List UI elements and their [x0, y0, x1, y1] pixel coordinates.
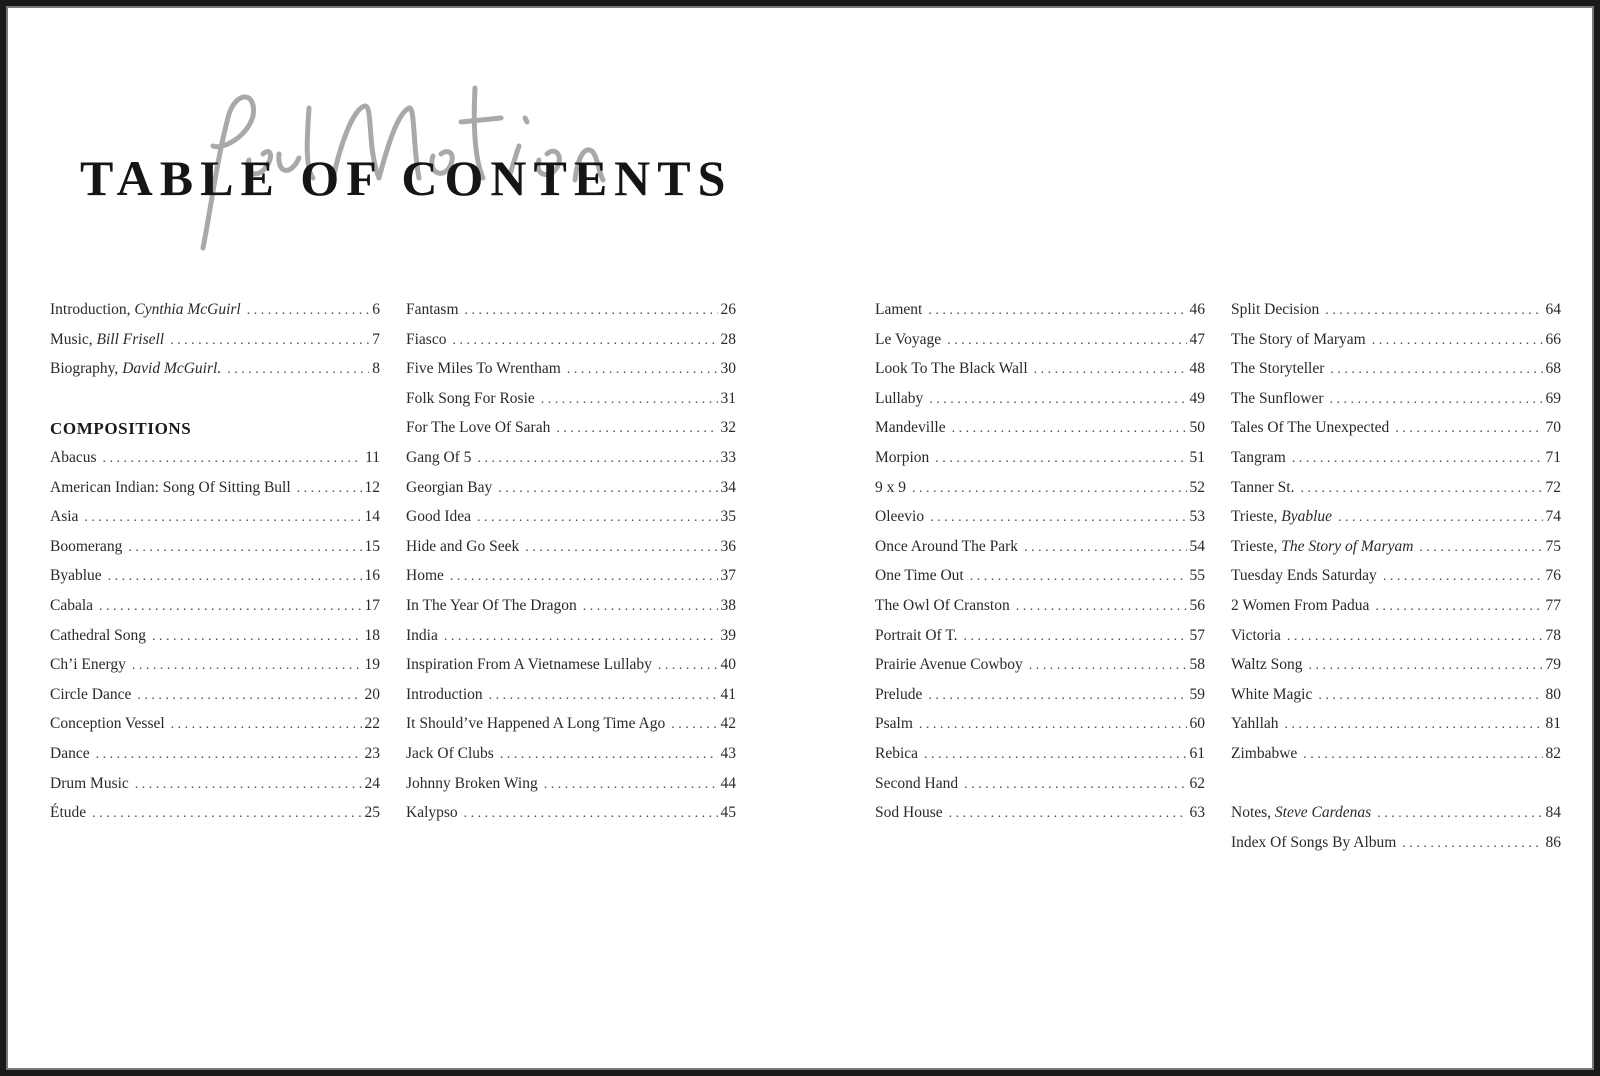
page-number: 51 [1189, 448, 1205, 466]
entry-credit: Byablue [1281, 508, 1333, 526]
page-number: 26 [720, 301, 736, 318]
entry-title: Tanner St. [1231, 478, 1295, 496]
toc-entry [50, 449, 380, 479]
page-number: 32 [720, 419, 736, 437]
toc-entry [406, 597, 736, 627]
page-number: 82 [1545, 744, 1561, 762]
entry-title: Cabala [50, 596, 94, 614]
page-number: 28 [720, 330, 736, 348]
page-number: 41 [720, 685, 736, 703]
page-number: 25 [364, 804, 380, 822]
dot-leader [132, 658, 362, 674]
page-number: 61 [1189, 744, 1205, 762]
page-number: 71 [1545, 448, 1561, 466]
page-number: 53 [1189, 508, 1205, 526]
dot-leader [912, 481, 1187, 497]
toc-entry [875, 360, 1205, 390]
toc-entry [1231, 479, 1561, 509]
dot-leader [1325, 303, 1542, 319]
dot-leader [1029, 658, 1187, 674]
toc-entry [875, 449, 1205, 479]
dot-leader [1330, 392, 1543, 408]
toc-entry [1231, 715, 1561, 745]
dot-leader [525, 540, 717, 556]
toc-entry [875, 567, 1205, 597]
toc-entry [1231, 656, 1561, 686]
entry-title: Tangram [1231, 448, 1286, 466]
page-number: 56 [1189, 596, 1205, 614]
entry-title: Tales Of The Unexpected [1231, 419, 1390, 437]
dot-leader [96, 747, 362, 763]
toc-entry [1231, 449, 1561, 479]
entry-title: Drum Music [50, 774, 129, 792]
toc-entry [1231, 390, 1561, 420]
dot-leader [297, 481, 362, 497]
section-heading: COMPOSITIONS [50, 419, 192, 439]
toc-entry [875, 479, 1205, 509]
page-number: 84 [1545, 804, 1561, 822]
toc-entry [50, 301, 380, 331]
page-number: 80 [1545, 685, 1561, 703]
page-number: 14 [364, 508, 380, 526]
dot-leader [171, 717, 362, 733]
toc-entry [406, 804, 736, 834]
page-number: 50 [1189, 419, 1205, 437]
page-number: 24 [364, 774, 380, 792]
entry-title: The Story of Maryam [1231, 330, 1366, 348]
entry-title: Zimbabwe [1231, 744, 1298, 762]
page-number: 68 [1545, 360, 1561, 378]
dot-leader [1395, 421, 1542, 437]
page-number: 22 [364, 715, 380, 733]
dot-leader [1287, 629, 1543, 645]
toc-entry [875, 804, 1205, 834]
page-number: 38 [720, 596, 736, 614]
toc-column-1 [50, 301, 380, 834]
entry-title: Boomerang [50, 537, 123, 555]
page-number: 55 [1189, 567, 1205, 585]
toc-entry [1231, 745, 1561, 775]
dot-leader [84, 510, 361, 526]
dot-leader [556, 421, 717, 437]
entry-title: Hide and Go Seek [406, 537, 520, 555]
page-number: 39 [720, 626, 736, 644]
dot-leader [658, 658, 718, 674]
page-number: 19 [364, 656, 380, 674]
dot-leader [1318, 688, 1542, 704]
page-number: 58 [1189, 656, 1205, 674]
toc-entry [1231, 804, 1561, 834]
dot-leader [444, 629, 718, 645]
entry-title: Inspiration From A Vietnamese Lullaby [406, 656, 652, 674]
page-number: 33 [720, 448, 736, 466]
toc-entry [50, 538, 380, 568]
page-number: 72 [1545, 478, 1561, 496]
dot-leader [1034, 362, 1187, 378]
page [6, 6, 1594, 1070]
dot-leader [170, 333, 369, 349]
dot-leader [1285, 717, 1543, 733]
toc-entry [406, 656, 736, 686]
entry-title: Fiasco [406, 330, 447, 348]
page-number: 79 [1545, 656, 1561, 674]
dot-leader [929, 392, 1186, 408]
page-number: 78 [1545, 626, 1561, 644]
entry-title: 9 x 9 [875, 478, 906, 496]
page-number: 66 [1545, 330, 1561, 348]
dot-leader [541, 392, 718, 408]
toc-entry [406, 745, 736, 775]
entry-title: Gang Of 5 [406, 448, 472, 466]
entry-title: Circle Dance [50, 685, 132, 703]
entry-title: Introduction, Cynthia McGuirl [50, 301, 241, 318]
page-number: 62 [1189, 774, 1205, 792]
entry-title: Jack Of Clubs [406, 744, 494, 762]
dot-leader [1383, 569, 1543, 585]
page-number: 42 [720, 715, 736, 733]
page-number: 81 [1545, 715, 1561, 733]
page-number: 16 [364, 567, 380, 585]
toc-entry [1231, 834, 1561, 864]
entry-title: Notes, Steve Cardenas [1231, 804, 1372, 822]
toc-entry [50, 331, 380, 361]
dot-leader [464, 806, 718, 822]
entry-title: Morpion [875, 448, 930, 466]
dot-leader [99, 599, 361, 615]
entry-title: Five Miles To Wrentham [406, 360, 561, 378]
toc-entry [875, 745, 1205, 775]
page-number: 76 [1545, 567, 1561, 585]
dot-leader [1375, 599, 1542, 615]
toc-entry [50, 715, 380, 745]
toc-entry [1231, 331, 1561, 361]
page-number: 36 [720, 537, 736, 555]
toc-entry [1231, 419, 1561, 449]
toc-entry [1231, 301, 1561, 331]
entry-credit: The Story of Maryam [1281, 537, 1414, 555]
entry-title: Folk Song For Rosie [406, 389, 535, 407]
entry-title: Yahllah [1231, 715, 1279, 733]
entry-title: Lullaby [875, 389, 924, 407]
dot-leader [465, 303, 718, 319]
dot-leader [450, 569, 718, 585]
page-number: 31 [720, 389, 736, 407]
page-number: 46 [1189, 301, 1205, 318]
toc-entry [875, 627, 1205, 657]
page-title: TABLE OF CONTENTS [80, 150, 733, 206]
entry-title: Kalypso [406, 804, 458, 822]
page-number: 47 [1189, 330, 1205, 348]
entry-title: For The Love Of Sarah [406, 419, 551, 437]
entry-title: Johnny Broken Wing [406, 774, 538, 792]
dot-leader [1338, 510, 1542, 526]
dot-leader [1377, 806, 1542, 822]
toc-entry [875, 775, 1205, 805]
entry-title: The Storyteller [1231, 360, 1325, 378]
toc-entry [1231, 627, 1561, 657]
entry-title: Portrait Of T. [875, 626, 958, 644]
entry-title: Étude [50, 804, 87, 822]
page-number: 70 [1545, 419, 1561, 437]
page-number: 63 [1189, 804, 1205, 822]
toc-entry [406, 775, 736, 805]
dot-leader [103, 451, 363, 467]
toc-entry [406, 419, 736, 449]
toc-entry [50, 627, 380, 657]
dot-leader [1402, 836, 1542, 852]
entry-title: Abacus [50, 448, 97, 466]
toc-entry [50, 360, 380, 390]
entry-title: Trieste, Byablue [1231, 508, 1333, 526]
toc-entry [50, 567, 380, 597]
toc-entry [406, 508, 736, 538]
dot-leader [498, 481, 717, 497]
dot-leader [108, 569, 362, 585]
page-number: 60 [1189, 715, 1205, 733]
entry-title: Home [406, 567, 444, 585]
spacer [50, 390, 380, 420]
entry-title: Prelude [875, 685, 923, 703]
toc-entry [406, 331, 736, 361]
entry-title: Le Voyage [875, 330, 942, 348]
entry-title: Once Around The Park [875, 537, 1019, 555]
dot-leader [92, 806, 361, 822]
toc-entry [50, 656, 380, 686]
entry-credit: Steve Cardenas [1274, 804, 1372, 822]
entry-title: Index Of Songs By Album [1231, 833, 1397, 851]
dot-leader [1309, 658, 1543, 674]
entry-title: India [406, 626, 438, 644]
toc-entry [406, 449, 736, 479]
dot-leader [477, 510, 718, 526]
toc-entry [406, 390, 736, 420]
toc-entry [1231, 567, 1561, 597]
page-number: 74 [1545, 508, 1561, 526]
entry-title: Dance [50, 744, 90, 762]
toc-entry [1231, 686, 1561, 716]
entry-title: Cathedral Song [50, 626, 146, 644]
page-number: 40 [720, 656, 736, 674]
dot-leader [919, 717, 1187, 733]
toc-entry [406, 627, 736, 657]
dot-leader [970, 569, 1187, 585]
dot-leader [152, 629, 362, 645]
dot-leader [1024, 540, 1186, 556]
dot-leader [952, 421, 1187, 437]
page-number: 23 [364, 744, 380, 762]
page-number: 34 [720, 478, 736, 496]
dot-leader [583, 599, 718, 615]
toc-entry [1231, 508, 1561, 538]
entry-title: Second Hand [875, 774, 959, 792]
page-number: 12 [364, 478, 380, 496]
page-number: 86 [1545, 833, 1561, 851]
toc-entry [875, 538, 1205, 568]
toc-entry [875, 390, 1205, 420]
entry-title: Split Decision [1231, 301, 1320, 318]
toc-entry [50, 745, 380, 775]
page-number: 43 [720, 744, 736, 762]
page-number: 15 [364, 537, 380, 555]
toc-entry [406, 686, 736, 716]
toc-entry [875, 419, 1205, 449]
entry-title: Look To The Black Wall [875, 360, 1028, 378]
toc-entry [50, 804, 380, 834]
page-number: 59 [1189, 685, 1205, 703]
toc-entry [875, 508, 1205, 538]
toc-entry [50, 597, 380, 627]
entry-title: Biography, David McGuirl. [50, 360, 222, 378]
page-number: 64 [1545, 301, 1561, 318]
entry-title: The Owl Of Cranston [875, 596, 1010, 614]
dot-leader [227, 362, 369, 378]
page-number: 18 [364, 626, 380, 644]
entry-title: Lament [875, 301, 923, 318]
toc-column-4 [1231, 301, 1561, 863]
dot-leader [1330, 362, 1542, 378]
dot-leader [544, 777, 718, 793]
entry-title: White Magic [1231, 685, 1313, 703]
toc-entry [406, 538, 736, 568]
entry-title: Waltz Song [1231, 656, 1303, 674]
dot-leader [567, 362, 718, 378]
page-number: 69 [1545, 389, 1561, 407]
entry-title: Asia [50, 508, 79, 526]
entry-title: Good Idea [406, 508, 471, 526]
toc-entry [1231, 538, 1561, 568]
entry-credit: David McGuirl. [122, 360, 222, 378]
page-number: 37 [720, 567, 736, 585]
dot-leader [452, 333, 717, 349]
dot-leader [949, 806, 1187, 822]
entry-title: Georgian Bay [406, 478, 493, 496]
dot-leader [477, 451, 717, 467]
toc-entry [875, 686, 1205, 716]
entry-title: Sod House [875, 804, 943, 822]
toc-entry [875, 715, 1205, 745]
page-number: 8 [372, 360, 380, 378]
entry-title: Psalm [875, 715, 913, 733]
toc-entry [50, 508, 380, 538]
spacer [1231, 775, 1561, 805]
dot-leader [500, 747, 718, 763]
page-number: 77 [1545, 596, 1561, 614]
dot-leader [1016, 599, 1187, 615]
entry-title: Oleevio [875, 508, 925, 526]
toc-entry [875, 331, 1205, 361]
dot-leader [928, 303, 1186, 319]
dot-leader [247, 303, 370, 319]
dot-leader [964, 777, 1186, 793]
entry-credit: Bill Frisell [96, 330, 165, 348]
page-number: 52 [1189, 478, 1205, 496]
toc-entry [875, 301, 1205, 331]
dot-leader [128, 540, 361, 556]
page-number: 30 [720, 360, 736, 378]
entry-title: Tuesday Ends Saturday [1231, 567, 1377, 585]
entry-title: Introduction [406, 685, 483, 703]
dot-leader [135, 777, 362, 793]
page-number: 48 [1189, 360, 1205, 378]
dot-leader [964, 629, 1187, 645]
page-number: 35 [720, 508, 736, 526]
toc-entry [50, 775, 380, 805]
page-number: 75 [1545, 537, 1561, 555]
page-number: 44 [720, 774, 736, 792]
dot-leader [1292, 451, 1543, 467]
dot-leader [489, 688, 718, 704]
entry-title: Byablue [50, 567, 102, 585]
toc-entry [875, 597, 1205, 627]
toc-column-2 [406, 301, 736, 834]
toc-entry [406, 301, 736, 331]
toc-entry [1231, 360, 1561, 390]
toc-entry [875, 656, 1205, 686]
page-number: 45 [720, 804, 736, 822]
entry-title: Conception Vessel [50, 715, 165, 733]
dot-leader [1303, 747, 1542, 763]
dot-leader [1300, 481, 1542, 497]
entry-title: It Should’ve Happened A Long Time Ago [406, 715, 666, 733]
dot-leader [1419, 540, 1542, 556]
page-number: 57 [1189, 626, 1205, 644]
toc-entry [406, 567, 736, 597]
page-number: 49 [1189, 389, 1205, 407]
page-number: 7 [372, 330, 380, 348]
dot-leader [671, 717, 717, 733]
toc-entry [50, 686, 380, 716]
entry-title: Mandeville [875, 419, 946, 437]
page-number: 54 [1189, 537, 1205, 555]
entry-title: 2 Women From Padua [1231, 596, 1370, 614]
entry-title: The Sunflower [1231, 389, 1324, 407]
dot-leader [928, 688, 1186, 704]
toc-entry [406, 715, 736, 745]
entry-title: American Indian: Song Of Sitting Bull [50, 478, 291, 496]
entry-title: Prairie Avenue Cowboy [875, 656, 1023, 674]
entry-title: One Time Out [875, 567, 964, 585]
entry-title: Music, Bill Frisell [50, 330, 165, 348]
toc-entry [406, 479, 736, 509]
dot-leader [935, 451, 1186, 467]
dot-leader [137, 688, 361, 704]
toc-column-3 [875, 301, 1205, 834]
toc-entry [50, 479, 380, 509]
page-number: 17 [364, 596, 380, 614]
dot-leader [1372, 333, 1543, 349]
entry-title: Trieste, The Story of Maryam [1231, 537, 1414, 555]
page-number: 6 [372, 301, 380, 318]
dot-leader [930, 510, 1186, 526]
dot-leader [924, 747, 1186, 763]
page-number: 11 [365, 448, 380, 466]
entry-credit: Cynthia McGuirl [134, 301, 241, 318]
dot-leader [947, 333, 1186, 349]
entry-title: Rebica [875, 744, 919, 762]
entry-title: Ch’i Energy [50, 656, 126, 674]
page-number: 20 [364, 685, 380, 703]
entry-title: Victoria [1231, 626, 1281, 644]
entry-title: In The Year Of The Dragon [406, 596, 577, 614]
toc-entry [1231, 597, 1561, 627]
entry-title: Fantasm [406, 301, 459, 318]
toc-entry [406, 360, 736, 390]
